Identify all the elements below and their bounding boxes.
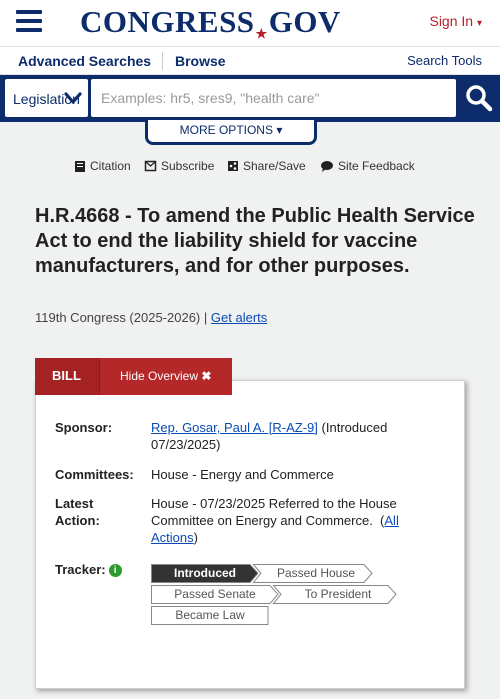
latest-action-value: [151, 495, 421, 546]
site-feedback-label: Site Feedback: [338, 159, 415, 173]
all-actions-link[interactable]: All Actions: [151, 513, 399, 545]
close-icon: ✖: [201, 369, 212, 383]
tracker-stage-passed-senate: [151, 585, 279, 604]
bill-overview-card: [35, 380, 465, 689]
tracker-stage-became-law: [151, 606, 269, 625]
committees-label: Committees:: [55, 467, 134, 482]
chevron-down-icon: ▾: [476, 18, 482, 29]
more-options-button[interactable]: MORE OPTIONS ▾: [145, 120, 317, 145]
chevron-down-icon: ▾: [276, 123, 283, 137]
chevron-down-icon: [63, 88, 83, 108]
tracker-stage-label: Passed Senate: [174, 587, 256, 601]
bill-title: H.R.4668 - To amend the Public Health Service Act to end the liability shield for vaccine manufacturers, and for other purposes.: [35, 205, 475, 277]
sign-in-button[interactable]: Sign In ▾: [429, 13, 482, 29]
introduced-date: (Introduced 07/23/2025): [151, 420, 388, 452]
tracker-stage-label: To President: [304, 587, 372, 601]
site-feedback-link[interactable]: [321, 159, 415, 173]
sponsor-value: [151, 419, 421, 453]
search-scope-select[interactable]: [5, 79, 88, 117]
congress-gov-logo[interactable]: CONGRESS★GOV: [80, 4, 341, 41]
search-tools-link[interactable]: Search Tools: [407, 53, 482, 68]
info-icon[interactable]: i: [109, 564, 122, 577]
citation-link[interactable]: [75, 159, 131, 173]
tracker-stage-label: Passed House: [276, 566, 356, 580]
bill-tracker: [151, 564, 411, 626]
tracker-stage-introduced: [151, 564, 259, 583]
search-bar: [0, 75, 500, 122]
congress-session: 119th Congress (2025-2026): [35, 310, 201, 325]
subscribe-label: Subscribe: [161, 159, 215, 173]
browse-link[interactable]: Browse: [175, 53, 226, 69]
hide-overview-label: Hide Overview: [120, 369, 199, 383]
envelope-icon: [145, 161, 156, 171]
site-header: [0, 0, 500, 46]
latest-label-line2: Action:: [55, 513, 100, 528]
congress-meta: [35, 310, 267, 325]
sponsor-link[interactable]: Rep. Gosar, Paul A. [R-AZ-9]: [151, 420, 318, 435]
tracker-label: [55, 561, 122, 578]
paren-close: ): [193, 530, 198, 545]
committees-value: House - Energy and Commerce: [151, 467, 334, 482]
share-save-link[interactable]: [228, 159, 306, 173]
paren-open: (: [380, 513, 385, 528]
citation-label: Citation: [90, 159, 131, 173]
speech-bubble-icon: [321, 161, 333, 172]
tracker-label-text: Tracker:: [55, 562, 106, 577]
page-actions: [0, 159, 500, 177]
search-icon[interactable]: [460, 79, 498, 117]
search-scope-value: Legislation: [13, 91, 80, 107]
latest-label-line1: Latest: [55, 496, 94, 511]
tab-bill[interactable]: BILL: [35, 358, 99, 395]
nav-divider: [162, 52, 163, 70]
meta-separator: |: [203, 310, 208, 325]
search-input[interactable]: [91, 79, 456, 117]
advanced-searches-link[interactable]: Advanced Searches: [18, 53, 152, 69]
latest-action-label: [55, 495, 100, 529]
get-alerts-link[interactable]: Get alerts: [210, 310, 268, 325]
tracker-stage-label: Introduced: [174, 566, 236, 580]
overview-tabs: [35, 358, 232, 395]
hide-overview-button[interactable]: [99, 358, 232, 395]
subscribe-link[interactable]: [145, 159, 214, 173]
share-icon: [228, 161, 238, 171]
tracker-stage-to-president: [273, 585, 397, 604]
sponsor-label: Sponsor:: [55, 420, 113, 435]
hamburger-menu-icon[interactable]: [16, 10, 42, 32]
tracker-stage-label: Became Law: [175, 608, 245, 622]
tracker-stage-passed-house: [253, 564, 373, 583]
latest-action-text: House - 07/23/2025 Referred to the House Committee on Energy and Commerce.: [151, 496, 397, 528]
citation-icon: [75, 161, 85, 172]
sub-navigation: [0, 46, 500, 75]
share-label: Share/Save: [243, 159, 306, 173]
